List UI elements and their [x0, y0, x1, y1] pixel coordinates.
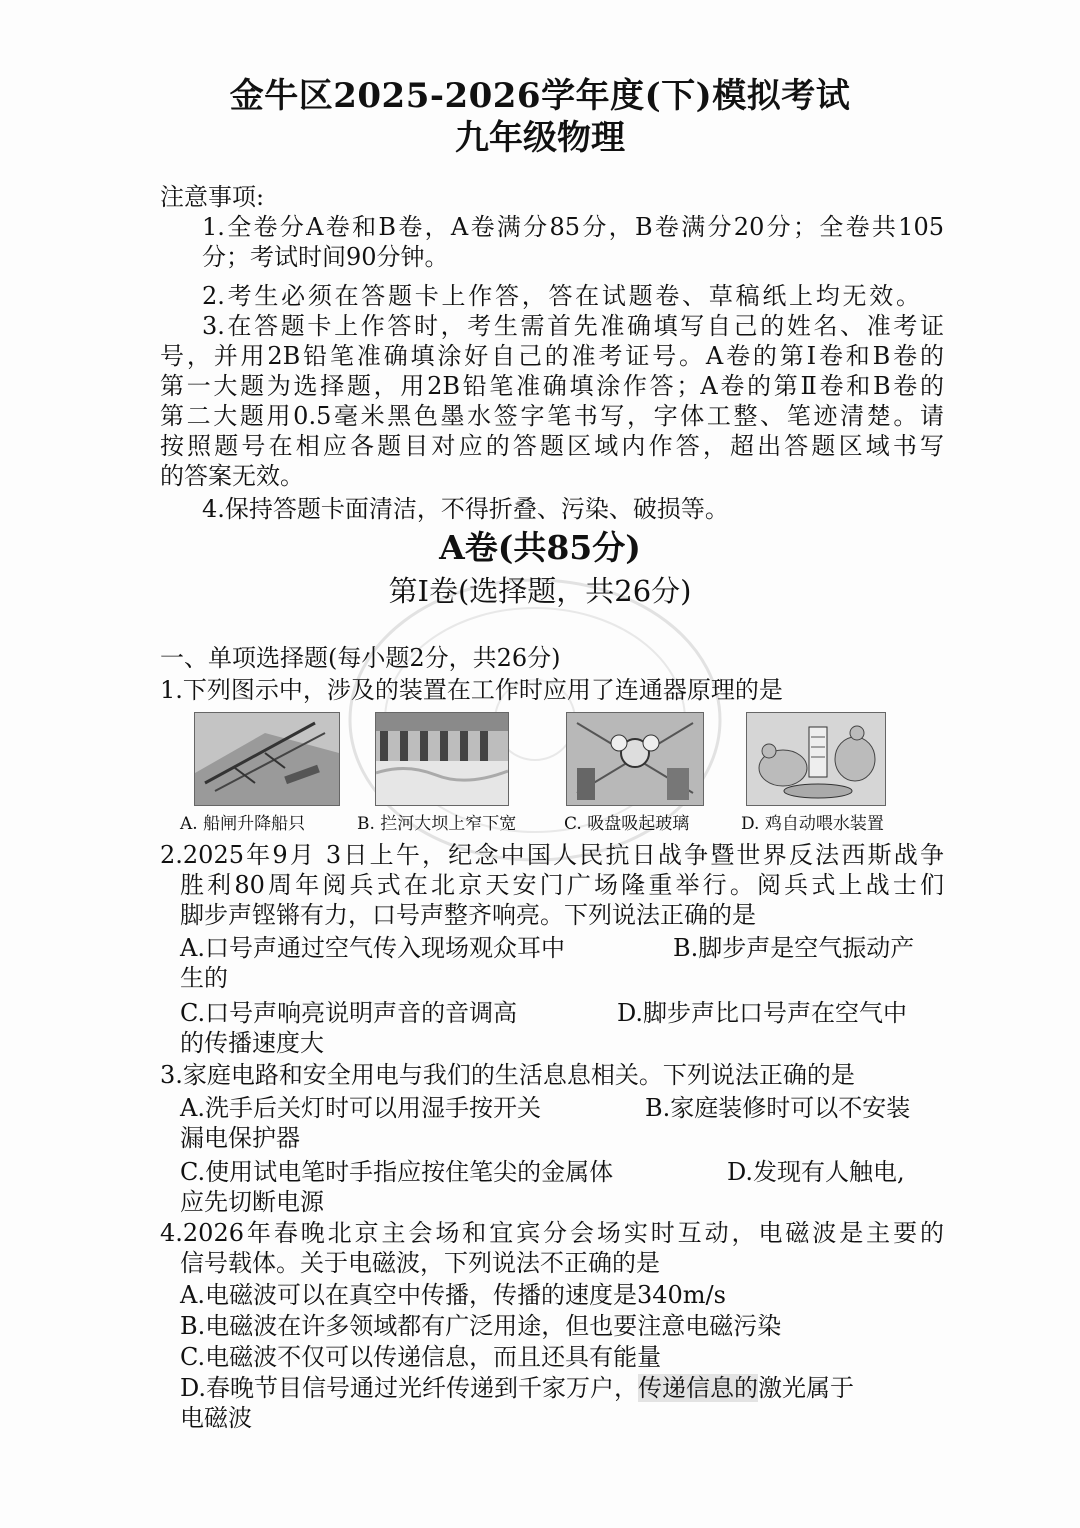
q2-option-d-line-2: 的传播速度大	[180, 1029, 324, 1057]
q1-caption-d: D. 鸡自动喂水装置	[741, 814, 884, 834]
notice-item-3-line-6: 的答案无效。	[160, 462, 304, 490]
notice-item-1-line-2: 分；考试时间90分钟。	[202, 243, 449, 271]
notice-item-3-line-1: 3.在答题卡上作答时，考生需首先准确填写自己的姓名、准考证	[202, 312, 944, 340]
q1-caption-b: B. 拦河大坝上窄下宽	[357, 814, 517, 834]
q1-caption-a: A. 船闸升降船只	[180, 814, 306, 834]
notice-item-1-line-1: 1.全卷分A卷和B卷，A卷满分85分，B卷满分20分；全卷共105	[202, 213, 944, 241]
notice-item-4: 4.保持答题卡面清洁，不得折叠、污染、破损等。	[202, 495, 729, 523]
q3-option-b-line-2: 漏电保护器	[180, 1124, 300, 1152]
q3-option-d-line-2: 应先切断电源	[180, 1188, 324, 1216]
q3-option-c: C.使用试电笔时手指应按住笔尖的金属体	[180, 1158, 614, 1186]
q2-option-d-line-1: D.脚步声比口号声在空气中	[617, 999, 908, 1027]
notice-heading: 注意事项:	[160, 183, 265, 211]
q4-stem-line-1: 4.2026年春晚北京主会场和宜宾分会场实时互动，电磁波是主要的	[160, 1219, 944, 1247]
q1-stem: 1.下列图示中，涉及的装置在工作时应用了连通器原理的是	[160, 676, 783, 704]
q1-figure-c-suction-cup	[566, 712, 704, 806]
q2-option-b-line-2: 生的	[180, 964, 228, 992]
q4-stem-line-2: 信号载体。关于电磁波，下列说法不正确的是	[180, 1249, 660, 1277]
q1-figure-a-ship-lock	[194, 712, 340, 806]
section-heading: 一、单项选择题(每小题2分，共26分)	[160, 644, 561, 672]
q4-option-d-part-3: 激光属于	[758, 1374, 855, 1402]
notice-item-3-line-3: 第一大题为选择题，用2B铅笔准确填涂作答；A卷的第Ⅱ卷和B卷的	[160, 372, 944, 400]
notice-item-2: 2.考生必须在答题卡上作答，答在试题卷、草稿纸上均无效。	[202, 282, 920, 310]
q4-option-d-line-1	[180, 1373, 854, 1403]
q4-option-a: A.电磁波可以在真空中传播，传播的速度是340m/s	[180, 1281, 726, 1309]
q4-option-c: C.电磁波不仅可以传递信息，而且还具有能量	[180, 1343, 662, 1371]
q1-figure-d-chicken-feeder	[746, 712, 886, 806]
notice-item-3-line-4: 第二大题用0.5毫米黑色墨水签字笔书写，字体工整、笔迹清楚。请	[160, 402, 944, 430]
q4-option-d-part-1: D.春晚节目信号通过光纤传递到千家万户，	[180, 1374, 639, 1402]
q4-option-d-line-2: 电磁波	[180, 1404, 252, 1432]
q2-option-b-line-1: B.脚步声是空气振动产	[673, 934, 915, 962]
q2-stem-line-3: 脚步声铿锵有力，口号声整齐响亮。下列说法正确的是	[180, 901, 756, 929]
q4-option-d-highlight: 传递信息的	[638, 1374, 759, 1402]
q2-stem-line-1: 2.2025年9月 3日上午，纪念中国人民抗日战争暨世界反法西斯战争	[160, 841, 944, 869]
q3-option-a: A.洗手后关灯时可以用湿手按开关	[180, 1094, 541, 1122]
exam-title: 金牛区2025-2026学年度(下)模拟考试	[229, 76, 851, 116]
q2-stem-line-2: 胜利80周年阅兵式在北京天安门广场隆重举行。阅兵式上战士们	[180, 871, 944, 899]
part-1-title: 第Ⅰ卷(选择题，共26分)	[388, 574, 692, 608]
q2-option-a: A.口号声通过空气传入现场观众耳中	[180, 934, 565, 962]
q2-option-c: C.口号声响亮说明声音的音调高	[180, 999, 518, 1027]
q3-option-b-line-1: B.家庭装修时可以不安装	[645, 1094, 911, 1122]
q3-stem: 3.家庭电路和安全用电与我们的生活息息相关。下列说法正确的是	[160, 1061, 855, 1089]
notice-item-3-line-5: 按照题号在相应各题目对应的答题区域内作答，超出答题区域书写	[160, 432, 944, 460]
section-a-title: A卷(共85分)	[439, 528, 641, 567]
exam-subtitle: 九年级物理	[455, 118, 625, 158]
q1-figure-b-dam	[375, 712, 509, 806]
notice-item-3-line-2: 号，并用2B铅笔准确填涂好自己的准考证号。A卷的第Ⅰ卷和B卷的	[160, 342, 944, 370]
q3-option-d-line-1: D.发现有人触电,	[727, 1158, 905, 1186]
q1-caption-c: C. 吸盘吸起玻璃	[564, 814, 690, 834]
q4-option-b: B.电磁波在许多领域都有广泛用途，但也要注意电磁污染	[180, 1312, 782, 1340]
